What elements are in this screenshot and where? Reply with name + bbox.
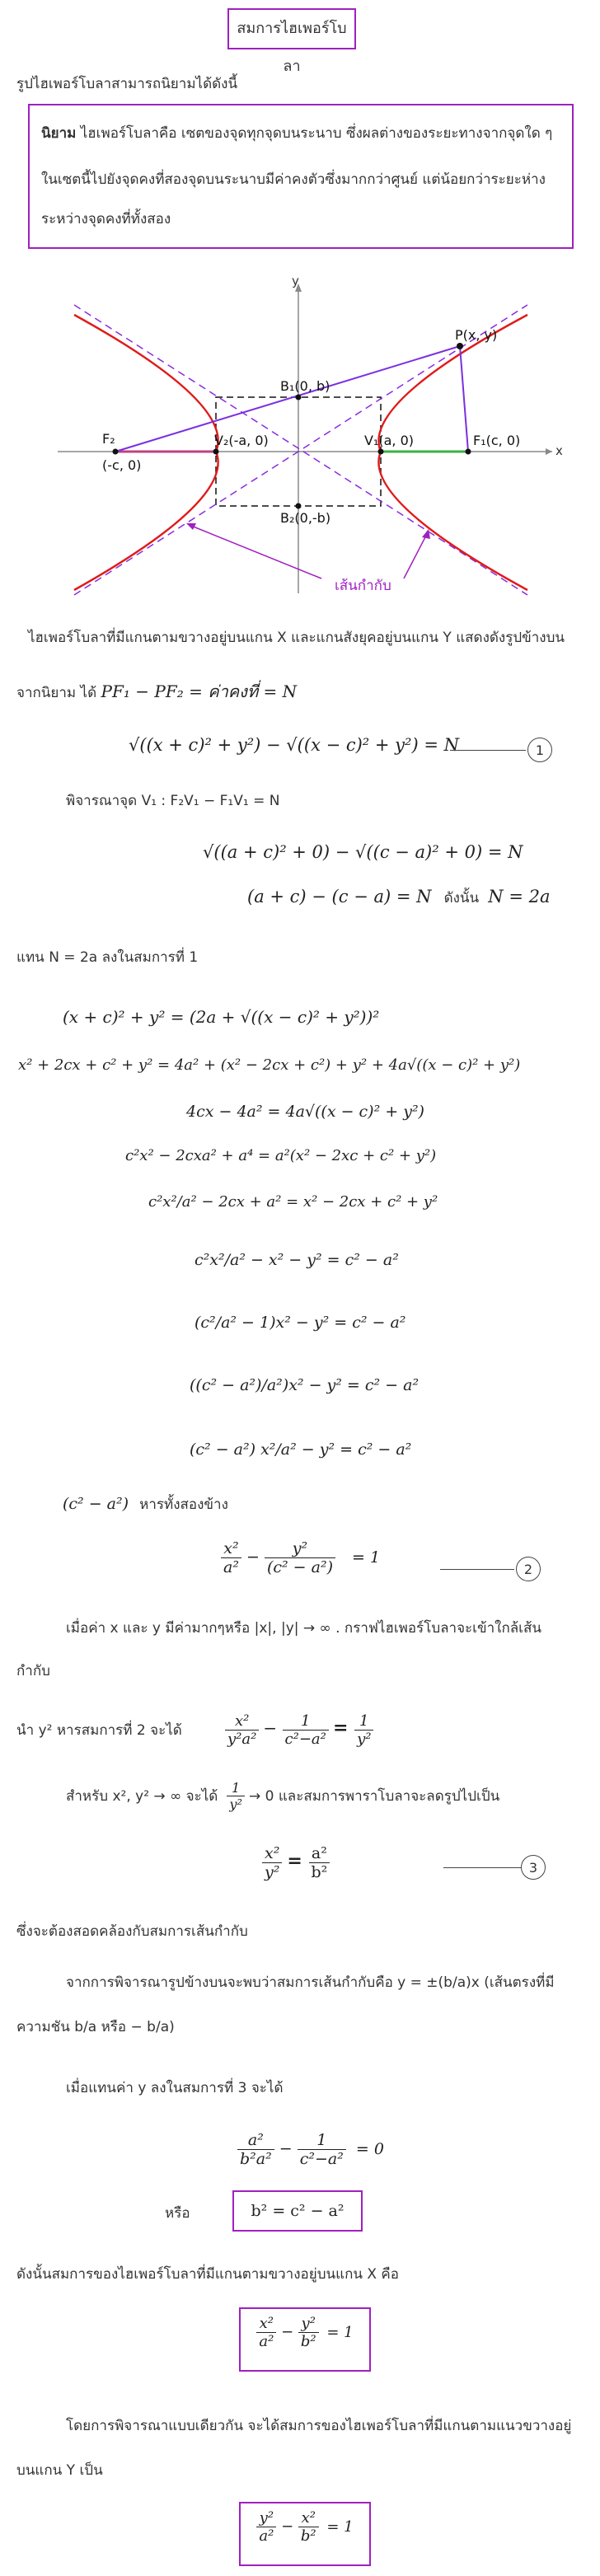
for-large-frac: $\frac{1}{\text{y²}}$ xyxy=(227,1780,244,1812)
take-frac-1: $\frac{\text{x²}}{\text{y²a²}}$ xyxy=(225,1712,259,1748)
take-frac-3: $\frac{1}{\text{y²}}$ xyxy=(354,1712,373,1748)
conclusion-x: ดังนั้นสมการของไฮเพอร์โบลาที่มีแกนตามขวางอยู่บนแกน X คือ xyxy=(16,2266,400,2283)
label-p: P(x, y) xyxy=(455,327,498,343)
eq2-frac-1: $\frac{\text{x²}}{\text{a²}}$ xyxy=(221,1539,241,1576)
label-b2: B₂(0,-b) xyxy=(280,510,331,526)
eq3-frac-2: $\frac{\text{a²}}{\text{b²}}$ xyxy=(309,1844,330,1881)
eq4-rhs: = 0 xyxy=(355,2139,384,2158)
tag-1-line xyxy=(450,750,526,751)
tag-2: 2 xyxy=(516,1557,541,1581)
final-y-box: $\frac{\text{y²}}{\text{a²}}$ − $\frac{\text{x²}}{\text{b²}}$ = 1 xyxy=(239,2502,371,2566)
b2-box xyxy=(232,2190,363,2232)
step-5: c²x²/a² − 2cx + a² = x² − 2cx + c² + y² xyxy=(148,1193,438,1211)
b2-equation: b² = c² − a² xyxy=(251,2202,345,2220)
equation-b-row xyxy=(247,887,550,909)
equation-4: $\frac{\text{a²}}{\text{b²a²}}$ − $\frac{1}{\text{c²−a²}}$ = 0 xyxy=(237,2131,384,2168)
eq3-frac-1: $\frac{\text{x²}}{\text{y²}}$ xyxy=(262,1844,282,1881)
step-8: ((c² − a²)/a²)x² − y² = c² − a² xyxy=(190,1376,420,1394)
definition-label: นิยาม xyxy=(41,125,77,142)
intro-text: รูปไฮเพอร์โบลาสามารถนิยามได้ดังนี้ xyxy=(16,76,238,92)
point-b2 xyxy=(296,503,302,509)
take-frac-2: $\frac{1}{\text{c²−a²}}$ xyxy=(283,1712,329,1748)
step-4: c²x² − 2cxa² + a⁴ = a²(x² − 2xc + c² + y²) xyxy=(125,1147,437,1164)
pointer-2 xyxy=(404,534,427,578)
eq2-rhs: = 1 xyxy=(352,1548,381,1567)
equation-b: (a + c) − (c − a) = N xyxy=(247,887,432,906)
label-f2: F₂ xyxy=(102,431,115,447)
label-b1: B₁(0, b) xyxy=(280,378,330,394)
limit-text-1: เมื่อค่า x และ y มีค่ามากๆหรือ |x|, |y| → ∞ . กราฟไฮเพอร์โบลาจะเข้าใกล้เส้น xyxy=(66,1620,541,1637)
line-f1-p xyxy=(460,346,468,452)
definition-text-1: ไฮเพอร์โบลาคือ เซตของจุดทุกจุดบนระนาบ ซึ่งผลต่างของระยะทางจากจุดใด ๆ xyxy=(80,125,553,142)
equation-3: $\frac{\text{x²}}{\text{y²}}$ = $\frac{\text{a²}}{\text{b²}}$ xyxy=(262,1844,330,1881)
for-large-tail: → 0 และสมการพาราโบลาจะลดรูปไปเป็น xyxy=(248,1788,500,1805)
substitute-text: แทน N = 2a ลงในสมการที่ 1 xyxy=(16,949,199,966)
definition-line-2: ในเซตนี้ไปยังจุดคงที่สองจุดบนระนาบมีค่าคงตัวซึ่งมากกว่าศูนย์ แต่น้อยกว่าระยะห่าง xyxy=(41,171,546,188)
conclusion-y-2: บนแกน Y เป็น xyxy=(16,2462,103,2479)
x-axis-arrow xyxy=(546,448,552,455)
point-v2 xyxy=(213,449,219,455)
step-2: x² + 2cx + c² + y² = 4a² + (x² − 2cx + c²) + y² + 4a√((x − c)² + y²) xyxy=(18,1056,521,1074)
final-x-rhs: = 1 xyxy=(326,2323,354,2341)
paragraph-1: ไฮเพอร์โบลาที่มีแกนตามขวางอยู่บนแกน X และแกนสังยุคอยู่บนแกน Y แสดงดังรูปข้างบน xyxy=(28,630,565,646)
hyperbola-figure xyxy=(49,272,563,602)
tag-3-line xyxy=(443,1867,521,1868)
step-7: (c²/a² − 1)x² − y² = c² − a² xyxy=(195,1314,406,1332)
step-3: 4cx − 4a² = 4a√((x − c)² + y²) xyxy=(186,1103,424,1121)
divide-expression: (c² − a²) xyxy=(63,1495,129,1513)
eq2-frac-2: $\frac{\text{y²}}{\text{(c² − a²)}}$ xyxy=(265,1539,335,1576)
conclusion-y-1: โดยการพิจารณาแบบเดียวกัน จะได้สมการของไฮเพอร์โบลาที่มีแกนตามแนวขวางอยู่ xyxy=(66,2418,572,2434)
equation-2: $\frac{\text{x²}}{\text{a²}}$ − $\frac{\text{y²}}{\text{(c² − a²)}}$ = 1 xyxy=(221,1539,380,1576)
final-y-frac-2: $\frac{\text{x²}}{\text{b²}}$ xyxy=(298,2509,319,2545)
divide-label: หารทั้งสองข้าง xyxy=(139,1496,228,1513)
pointer-1 xyxy=(191,526,321,578)
equation-1: √((x + c)² + y²) − √((x − c)² + y²) = N xyxy=(129,735,459,755)
for-large-label: สำหรับ x², y² → ∞ จะได้ xyxy=(66,1788,218,1805)
step-1: (x + c)² + y² = (2a + √((x − c)² + y²))² xyxy=(63,1007,380,1027)
tag-1: 1 xyxy=(527,738,552,762)
page-title: สมการไฮเพอร์โบลา xyxy=(237,20,347,75)
definition-expression: PF₁ − PF₂ = ค่าคงที่ = N xyxy=(101,681,298,701)
for-large-row xyxy=(66,1780,499,1812)
final-y-rhs: = 1 xyxy=(326,2517,354,2536)
equation-b2: N = 2a xyxy=(488,887,551,906)
eq4-frac-1: $\frac{\text{a²}}{\text{b²a²}}$ xyxy=(237,2131,274,2168)
x-axis-label: x xyxy=(555,443,563,458)
asymptote-label: เส้นกำกับ xyxy=(335,578,391,594)
label-v1: V₁(a, 0) xyxy=(364,433,414,448)
final-x-box: $\frac{\text{x²}}{\text{a²}}$ − $\frac{\text{y²}}{\text{b²}}$ = 1 xyxy=(239,2307,371,2372)
must-match-text: ซึ่งจะต้องสอดคล้องกับสมการเส้นกำกับ xyxy=(16,1923,248,1940)
tag-3: 3 xyxy=(521,1855,546,1880)
point-f2 xyxy=(113,449,119,455)
asym-text-2: ความชัน b/a หรือ − b/a) xyxy=(16,2019,175,2035)
from-definition xyxy=(16,677,297,707)
page-title-box xyxy=(227,8,356,75)
definition-line-1 xyxy=(41,110,560,157)
final-x-frac-1: $\frac{\text{x²}}{\text{a²}}$ xyxy=(256,2315,276,2350)
consider-v1: พิจารณาจุด V₁ : F₂V₁ − F₁V₁ = N xyxy=(66,793,280,809)
final-y-frac-1: $\frac{\text{y²}}{\text{a²}}$ xyxy=(256,2509,276,2545)
equation-a: √((a + c)² + 0) − √((c − a)² + 0) = N xyxy=(203,842,523,862)
point-p xyxy=(457,343,463,349)
label-v2: V₂(-a, 0) xyxy=(214,433,269,448)
therefore-label: ดังนั้น xyxy=(443,890,480,906)
y-axis-label: y xyxy=(292,274,299,288)
definition-line-3: ระหว่างจุดคงที่ทั้งสอง xyxy=(41,211,171,227)
point-f1 xyxy=(466,449,471,455)
step-6: c²x²/a² − x² − y² = c² − a² xyxy=(195,1251,399,1269)
label-f1: F₁(c, 0) xyxy=(473,433,521,448)
label-f2-coord: (-c, 0) xyxy=(102,457,142,473)
final-x-frac-2: $\frac{\text{y²}}{\text{b²}}$ xyxy=(298,2315,319,2350)
step-9: (c² − a²) x²/a² − y² = c² − a² xyxy=(190,1440,412,1459)
pointer-2-head xyxy=(422,529,430,539)
sub-y-text: เมื่อแทนค่า y ลงในสมการที่ 3 จะได้ xyxy=(66,2080,284,2096)
from-def-label: จากนิยาม ได้ xyxy=(16,685,97,701)
limit-text-2: กำกับ xyxy=(16,1663,50,1679)
definition-box xyxy=(28,104,574,249)
asym-text-1: จากการพิจารณารูปข้างบนจะพบว่าสมการเส้นกำกับคือ y = ±(b/a)x (เส้นตรงที่มี xyxy=(66,1974,555,1991)
point-b1 xyxy=(296,395,302,400)
point-v1 xyxy=(378,449,384,455)
tag-2-line xyxy=(440,1569,514,1570)
or-label: หรือ xyxy=(165,2205,190,2222)
divide-row xyxy=(63,1493,228,1515)
eq4-frac-2: $\frac{1}{\text{c²−a²}}$ xyxy=(298,2131,346,2168)
take-y-label: นำ y² หารสมการที่ 2 จะได้ xyxy=(16,1722,182,1739)
take-y-row: นำ y² หารสมการที่ 2 จะได้ $\frac{\text{x²}}{\text{y²a²}}$ − $\frac{1}{\text{c²−a²}}$ = $\frac{1}{\text{y²}}$ xyxy=(16,1712,373,1748)
